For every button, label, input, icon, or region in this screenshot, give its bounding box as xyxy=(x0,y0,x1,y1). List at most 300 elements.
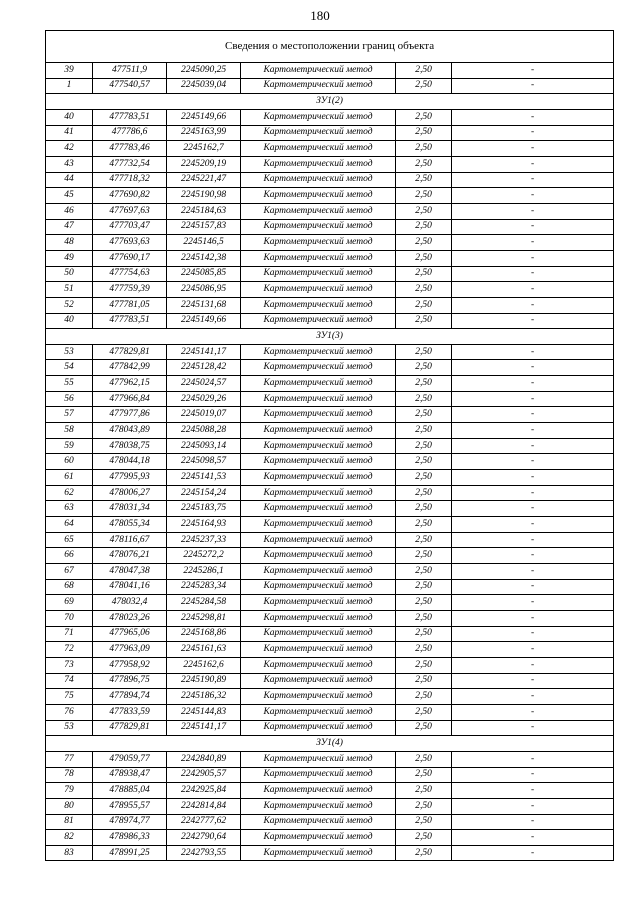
table-row xyxy=(46,360,614,376)
accuracy-cell: 2,50 xyxy=(396,313,452,329)
note-cell: - xyxy=(452,783,614,799)
y-coordinate-cell: 2245144,83 xyxy=(167,704,241,720)
accuracy-cell: 2,50 xyxy=(396,783,452,799)
accuracy-cell: 2,50 xyxy=(396,235,452,251)
x-coordinate-cell: 477718,32 xyxy=(93,172,167,188)
x-coordinate-cell: 477829,81 xyxy=(93,720,167,736)
accuracy-cell: 2,50 xyxy=(396,203,452,219)
method-cell: Картометрический метод xyxy=(241,266,396,282)
accuracy-cell: 2,50 xyxy=(396,109,452,125)
point-number-cell: 50 xyxy=(46,266,93,282)
y-coordinate-cell: 2242793,55 xyxy=(167,845,241,861)
table-row xyxy=(46,798,614,814)
method-cell: Картометрический метод xyxy=(241,564,396,580)
method-cell: Картометрический метод xyxy=(241,438,396,454)
point-number-cell: 39 xyxy=(46,63,93,79)
accuracy-cell: 2,50 xyxy=(396,141,452,157)
method-cell: Картометрический метод xyxy=(241,532,396,548)
point-number-cell: 60 xyxy=(46,454,93,470)
group-header-row xyxy=(46,736,614,752)
note-cell: - xyxy=(452,470,614,486)
method-cell: Картометрический метод xyxy=(241,235,396,251)
table-row xyxy=(46,767,614,783)
point-number-cell: 55 xyxy=(46,376,93,392)
y-coordinate-cell: 2242790,64 xyxy=(167,830,241,846)
point-number-cell: 83 xyxy=(46,845,93,861)
y-coordinate-cell: 2245221,47 xyxy=(167,172,241,188)
table-row xyxy=(46,125,614,141)
y-coordinate-cell: 2245283,34 xyxy=(167,579,241,595)
group-header-row xyxy=(46,329,614,345)
accuracy-cell: 2,50 xyxy=(396,751,452,767)
x-coordinate-cell: 477977,86 xyxy=(93,407,167,423)
method-cell: Картометрический метод xyxy=(241,188,396,204)
y-coordinate-cell: 2245085,85 xyxy=(167,266,241,282)
accuracy-cell: 2,50 xyxy=(396,360,452,376)
table-row xyxy=(46,532,614,548)
x-coordinate-cell: 477693,63 xyxy=(93,235,167,251)
x-coordinate-cell: 478041,16 xyxy=(93,579,167,595)
x-coordinate-cell: 478031,34 xyxy=(93,501,167,517)
point-number-cell: 43 xyxy=(46,156,93,172)
method-cell: Картометрический метод xyxy=(241,250,396,266)
y-coordinate-cell: 2245141,17 xyxy=(167,344,241,360)
x-coordinate-cell: 477781,05 xyxy=(93,297,167,313)
coordinates-table xyxy=(45,30,614,861)
table-row xyxy=(46,814,614,830)
x-coordinate-cell: 478032,4 xyxy=(93,595,167,611)
note-cell: - xyxy=(452,344,614,360)
note-cell: - xyxy=(452,751,614,767)
method-cell: Картометрический метод xyxy=(241,814,396,830)
method-cell: Картометрический метод xyxy=(241,579,396,595)
y-coordinate-cell: 2245086,95 xyxy=(167,282,241,298)
table-row xyxy=(46,78,614,94)
x-coordinate-cell: 477833,59 xyxy=(93,704,167,720)
x-coordinate-cell: 478043,89 xyxy=(93,423,167,439)
method-cell: Картометрический метод xyxy=(241,391,396,407)
y-coordinate-cell: 2245154,24 xyxy=(167,485,241,501)
method-cell: Картометрический метод xyxy=(241,219,396,235)
method-cell: Картометрический метод xyxy=(241,313,396,329)
method-cell: Картометрический метод xyxy=(241,470,396,486)
x-coordinate-cell: 477511,9 xyxy=(93,63,167,79)
x-coordinate-cell: 477786,6 xyxy=(93,125,167,141)
note-cell: - xyxy=(452,610,614,626)
x-coordinate-cell: 477894,74 xyxy=(93,689,167,705)
note-cell: - xyxy=(452,376,614,392)
table-row xyxy=(46,407,614,423)
note-cell: - xyxy=(452,454,614,470)
note-cell: - xyxy=(452,501,614,517)
y-coordinate-cell: 2242814,84 xyxy=(167,798,241,814)
note-cell: - xyxy=(452,78,614,94)
x-coordinate-cell: 478044,18 xyxy=(93,454,167,470)
note-cell: - xyxy=(452,438,614,454)
accuracy-cell: 2,50 xyxy=(396,517,452,533)
table-row xyxy=(46,548,614,564)
y-coordinate-cell: 2245190,89 xyxy=(167,673,241,689)
x-coordinate-cell: 478885,04 xyxy=(93,783,167,799)
y-coordinate-cell: 2245163,99 xyxy=(167,125,241,141)
method-cell: Картометрический метод xyxy=(241,344,396,360)
accuracy-cell: 2,50 xyxy=(396,830,452,846)
note-cell: - xyxy=(452,548,614,564)
y-coordinate-cell: 2245128,42 xyxy=(167,360,241,376)
method-cell: Картометрический метод xyxy=(241,203,396,219)
y-coordinate-cell: 2245141,53 xyxy=(167,470,241,486)
note-cell: - xyxy=(452,845,614,861)
y-coordinate-cell: 2245149,66 xyxy=(167,109,241,125)
accuracy-cell: 2,50 xyxy=(396,438,452,454)
accuracy-cell: 2,50 xyxy=(396,767,452,783)
table-row xyxy=(46,188,614,204)
note-cell: - xyxy=(452,172,614,188)
point-number-cell: 58 xyxy=(46,423,93,439)
accuracy-cell: 2,50 xyxy=(396,689,452,705)
y-coordinate-cell: 2245093,14 xyxy=(167,438,241,454)
table-row xyxy=(46,313,614,329)
point-number-cell: 79 xyxy=(46,783,93,799)
note-cell: - xyxy=(452,250,614,266)
table-row xyxy=(46,783,614,799)
point-number-cell: 53 xyxy=(46,720,93,736)
method-cell: Картометрический метод xyxy=(241,501,396,517)
accuracy-cell: 2,50 xyxy=(396,845,452,861)
table-row xyxy=(46,704,614,720)
table-row xyxy=(46,673,614,689)
table-row xyxy=(46,376,614,392)
x-coordinate-cell: 477783,51 xyxy=(93,109,167,125)
x-coordinate-cell: 477759,39 xyxy=(93,282,167,298)
table-row xyxy=(46,845,614,861)
table-row xyxy=(46,141,614,157)
accuracy-cell: 2,50 xyxy=(396,407,452,423)
table-row xyxy=(46,391,614,407)
accuracy-cell: 2,50 xyxy=(396,266,452,282)
x-coordinate-cell: 477754,63 xyxy=(93,266,167,282)
table-row xyxy=(46,610,614,626)
point-number-cell: 46 xyxy=(46,203,93,219)
point-number-cell: 81 xyxy=(46,814,93,830)
table-row xyxy=(46,501,614,517)
method-cell: Картометрический метод xyxy=(241,78,396,94)
accuracy-cell: 2,50 xyxy=(396,501,452,517)
method-cell: Картометрический метод xyxy=(241,845,396,861)
y-coordinate-cell: 2245146,5 xyxy=(167,235,241,251)
table-row xyxy=(46,470,614,486)
x-coordinate-cell: 477732,54 xyxy=(93,156,167,172)
note-cell: - xyxy=(452,626,614,642)
method-cell: Картометрический метод xyxy=(241,595,396,611)
method-cell: Картометрический метод xyxy=(241,720,396,736)
x-coordinate-cell: 477703,47 xyxy=(93,219,167,235)
method-cell: Картометрический метод xyxy=(241,156,396,172)
y-coordinate-cell: 2245131,68 xyxy=(167,297,241,313)
table-row xyxy=(46,250,614,266)
y-coordinate-cell: 2245039,04 xyxy=(167,78,241,94)
y-coordinate-cell: 2245098,57 xyxy=(167,454,241,470)
x-coordinate-cell: 477829,81 xyxy=(93,344,167,360)
note-cell: - xyxy=(452,63,614,79)
point-number-cell: 67 xyxy=(46,564,93,580)
method-cell: Картометрический метод xyxy=(241,517,396,533)
y-coordinate-cell: 2245183,75 xyxy=(167,501,241,517)
x-coordinate-cell: 477958,92 xyxy=(93,657,167,673)
y-coordinate-cell: 2245190,98 xyxy=(167,188,241,204)
accuracy-cell: 2,50 xyxy=(396,282,452,298)
table-row xyxy=(46,423,614,439)
method-cell: Картометрический метод xyxy=(241,689,396,705)
y-coordinate-cell: 2245162,7 xyxy=(167,141,241,157)
accuracy-cell: 2,50 xyxy=(396,798,452,814)
method-cell: Картометрический метод xyxy=(241,360,396,376)
x-coordinate-cell: 478955,57 xyxy=(93,798,167,814)
point-number-cell: 59 xyxy=(46,438,93,454)
method-cell: Картометрический метод xyxy=(241,642,396,658)
y-coordinate-cell: 2245298,81 xyxy=(167,610,241,626)
method-cell: Картометрический метод xyxy=(241,125,396,141)
x-coordinate-cell: 478006,27 xyxy=(93,485,167,501)
point-number-cell: 70 xyxy=(46,610,93,626)
table-title: Сведения о местоположении границ объекта xyxy=(46,31,614,63)
point-number-cell: 80 xyxy=(46,798,93,814)
x-coordinate-cell: 478055,34 xyxy=(93,517,167,533)
x-coordinate-cell: 477690,17 xyxy=(93,250,167,266)
y-coordinate-cell: 2245184,63 xyxy=(167,203,241,219)
accuracy-cell: 2,50 xyxy=(396,470,452,486)
accuracy-cell: 2,50 xyxy=(396,125,452,141)
method-cell: Картометрический метод xyxy=(241,109,396,125)
note-cell: - xyxy=(452,798,614,814)
table-row xyxy=(46,626,614,642)
table-row xyxy=(46,63,614,79)
note-cell: - xyxy=(452,423,614,439)
x-coordinate-cell: 478974,77 xyxy=(93,814,167,830)
method-cell: Картометрический метод xyxy=(241,783,396,799)
note-cell: - xyxy=(452,109,614,125)
accuracy-cell: 2,50 xyxy=(396,156,452,172)
group-header-row xyxy=(46,94,614,110)
y-coordinate-cell: 2245141,17 xyxy=(167,720,241,736)
table-row xyxy=(46,454,614,470)
x-coordinate-cell: 477697,63 xyxy=(93,203,167,219)
point-number-cell: 42 xyxy=(46,141,93,157)
note-cell: - xyxy=(452,579,614,595)
x-coordinate-cell: 477690,82 xyxy=(93,188,167,204)
y-coordinate-cell: 2245168,86 xyxy=(167,626,241,642)
x-coordinate-cell: 477896,75 xyxy=(93,673,167,689)
group-label: ЗУ1(3) xyxy=(46,329,614,345)
method-cell: Картометрический метод xyxy=(241,63,396,79)
method-cell: Картометрический метод xyxy=(241,485,396,501)
note-cell: - xyxy=(452,642,614,658)
x-coordinate-cell: 478076,21 xyxy=(93,548,167,564)
point-number-cell: 40 xyxy=(46,109,93,125)
note-cell: - xyxy=(452,767,614,783)
table-row xyxy=(46,344,614,360)
note-cell: - xyxy=(452,657,614,673)
note-cell: - xyxy=(452,391,614,407)
y-coordinate-cell: 2245149,66 xyxy=(167,313,241,329)
point-number-cell: 51 xyxy=(46,282,93,298)
method-cell: Картометрический метод xyxy=(241,798,396,814)
note-cell: - xyxy=(452,814,614,830)
accuracy-cell: 2,50 xyxy=(396,63,452,79)
note-cell: - xyxy=(452,141,614,157)
accuracy-cell: 2,50 xyxy=(396,704,452,720)
y-coordinate-cell: 2245237,33 xyxy=(167,532,241,548)
point-number-cell: 49 xyxy=(46,250,93,266)
accuracy-cell: 2,50 xyxy=(396,423,452,439)
y-coordinate-cell: 2245272,2 xyxy=(167,548,241,564)
note-cell: - xyxy=(452,595,614,611)
point-number-cell: 54 xyxy=(46,360,93,376)
point-number-cell: 73 xyxy=(46,657,93,673)
table-row xyxy=(46,657,614,673)
table-row xyxy=(46,438,614,454)
method-cell: Картометрический метод xyxy=(241,626,396,642)
y-coordinate-cell: 2245019,07 xyxy=(167,407,241,423)
accuracy-cell: 2,50 xyxy=(396,657,452,673)
note-cell: - xyxy=(452,297,614,313)
method-cell: Картометрический метод xyxy=(241,172,396,188)
method-cell: Картометрический метод xyxy=(241,751,396,767)
x-coordinate-cell: 477962,15 xyxy=(93,376,167,392)
table-row xyxy=(46,689,614,705)
note-cell: - xyxy=(452,407,614,423)
accuracy-cell: 2,50 xyxy=(396,78,452,94)
method-cell: Картометрический метод xyxy=(241,376,396,392)
x-coordinate-cell: 477783,46 xyxy=(93,141,167,157)
accuracy-cell: 2,50 xyxy=(396,485,452,501)
point-number-cell: 47 xyxy=(46,219,93,235)
method-cell: Картометрический метод xyxy=(241,657,396,673)
table-row xyxy=(46,720,614,736)
method-cell: Картометрический метод xyxy=(241,141,396,157)
table-row xyxy=(46,751,614,767)
method-cell: Картометрический метод xyxy=(241,297,396,313)
x-coordinate-cell: 477966,84 xyxy=(93,391,167,407)
y-coordinate-cell: 2245024,57 xyxy=(167,376,241,392)
table-row xyxy=(46,485,614,501)
x-coordinate-cell: 477540,57 xyxy=(93,78,167,94)
method-cell: Картометрический метод xyxy=(241,282,396,298)
point-number-cell: 69 xyxy=(46,595,93,611)
x-coordinate-cell: 477783,51 xyxy=(93,313,167,329)
point-number-cell: 45 xyxy=(46,188,93,204)
accuracy-cell: 2,50 xyxy=(396,391,452,407)
accuracy-cell: 2,50 xyxy=(396,532,452,548)
y-coordinate-cell: 2245142,38 xyxy=(167,250,241,266)
group-label: ЗУ1(4) xyxy=(46,736,614,752)
accuracy-cell: 2,50 xyxy=(396,642,452,658)
table-title-row xyxy=(46,31,614,63)
note-cell: - xyxy=(452,720,614,736)
x-coordinate-cell: 478047,38 xyxy=(93,564,167,580)
x-coordinate-cell: 477965,06 xyxy=(93,626,167,642)
accuracy-cell: 2,50 xyxy=(396,595,452,611)
method-cell: Картометрический метод xyxy=(241,830,396,846)
note-cell: - xyxy=(452,564,614,580)
accuracy-cell: 2,50 xyxy=(396,297,452,313)
y-coordinate-cell: 2245157,83 xyxy=(167,219,241,235)
x-coordinate-cell: 479059,77 xyxy=(93,751,167,767)
method-cell: Картометрический метод xyxy=(241,767,396,783)
accuracy-cell: 2,50 xyxy=(396,673,452,689)
y-coordinate-cell: 2245284,58 xyxy=(167,595,241,611)
point-number-cell: 75 xyxy=(46,689,93,705)
point-number-cell: 74 xyxy=(46,673,93,689)
point-number-cell: 72 xyxy=(46,642,93,658)
point-number-cell: 40 xyxy=(46,313,93,329)
note-cell: - xyxy=(452,689,614,705)
y-coordinate-cell: 2245162,6 xyxy=(167,657,241,673)
accuracy-cell: 2,50 xyxy=(396,564,452,580)
x-coordinate-cell: 477963,09 xyxy=(93,642,167,658)
note-cell: - xyxy=(452,188,614,204)
note-cell: - xyxy=(452,203,614,219)
point-number-cell: 68 xyxy=(46,579,93,595)
point-number-cell: 1 xyxy=(46,78,93,94)
table-row xyxy=(46,564,614,580)
y-coordinate-cell: 2242905,57 xyxy=(167,767,241,783)
accuracy-cell: 2,50 xyxy=(396,610,452,626)
y-coordinate-cell: 2245209,19 xyxy=(167,156,241,172)
point-number-cell: 77 xyxy=(46,751,93,767)
accuracy-cell: 2,50 xyxy=(396,454,452,470)
table-row xyxy=(46,297,614,313)
y-coordinate-cell: 2245286,1 xyxy=(167,564,241,580)
table-row xyxy=(46,109,614,125)
accuracy-cell: 2,50 xyxy=(396,344,452,360)
point-number-cell: 48 xyxy=(46,235,93,251)
accuracy-cell: 2,50 xyxy=(396,219,452,235)
y-coordinate-cell: 2242840,89 xyxy=(167,751,241,767)
method-cell: Картометрический метод xyxy=(241,610,396,626)
y-coordinate-cell: 2245029,26 xyxy=(167,391,241,407)
point-number-cell: 82 xyxy=(46,830,93,846)
group-label: ЗУ1(2) xyxy=(46,94,614,110)
note-cell: - xyxy=(452,125,614,141)
y-coordinate-cell: 2245161,63 xyxy=(167,642,241,658)
y-coordinate-cell: 2245090,25 xyxy=(167,63,241,79)
note-cell: - xyxy=(452,485,614,501)
x-coordinate-cell: 478038,75 xyxy=(93,438,167,454)
point-number-cell: 65 xyxy=(46,532,93,548)
x-coordinate-cell: 478938,47 xyxy=(93,767,167,783)
table-body xyxy=(46,31,614,861)
table-row xyxy=(46,830,614,846)
note-cell: - xyxy=(452,517,614,533)
accuracy-cell: 2,50 xyxy=(396,579,452,595)
table-row xyxy=(46,595,614,611)
y-coordinate-cell: 2245164,93 xyxy=(167,517,241,533)
note-cell: - xyxy=(452,235,614,251)
note-cell: - xyxy=(452,673,614,689)
y-coordinate-cell: 2245186,32 xyxy=(167,689,241,705)
accuracy-cell: 2,50 xyxy=(396,626,452,642)
method-cell: Картометрический метод xyxy=(241,454,396,470)
method-cell: Картометрический метод xyxy=(241,423,396,439)
table-row xyxy=(46,266,614,282)
y-coordinate-cell: 2242777,62 xyxy=(167,814,241,830)
table-row xyxy=(46,517,614,533)
x-coordinate-cell: 478991,25 xyxy=(93,845,167,861)
table-row xyxy=(46,156,614,172)
x-coordinate-cell: 477995,93 xyxy=(93,470,167,486)
accuracy-cell: 2,50 xyxy=(396,376,452,392)
